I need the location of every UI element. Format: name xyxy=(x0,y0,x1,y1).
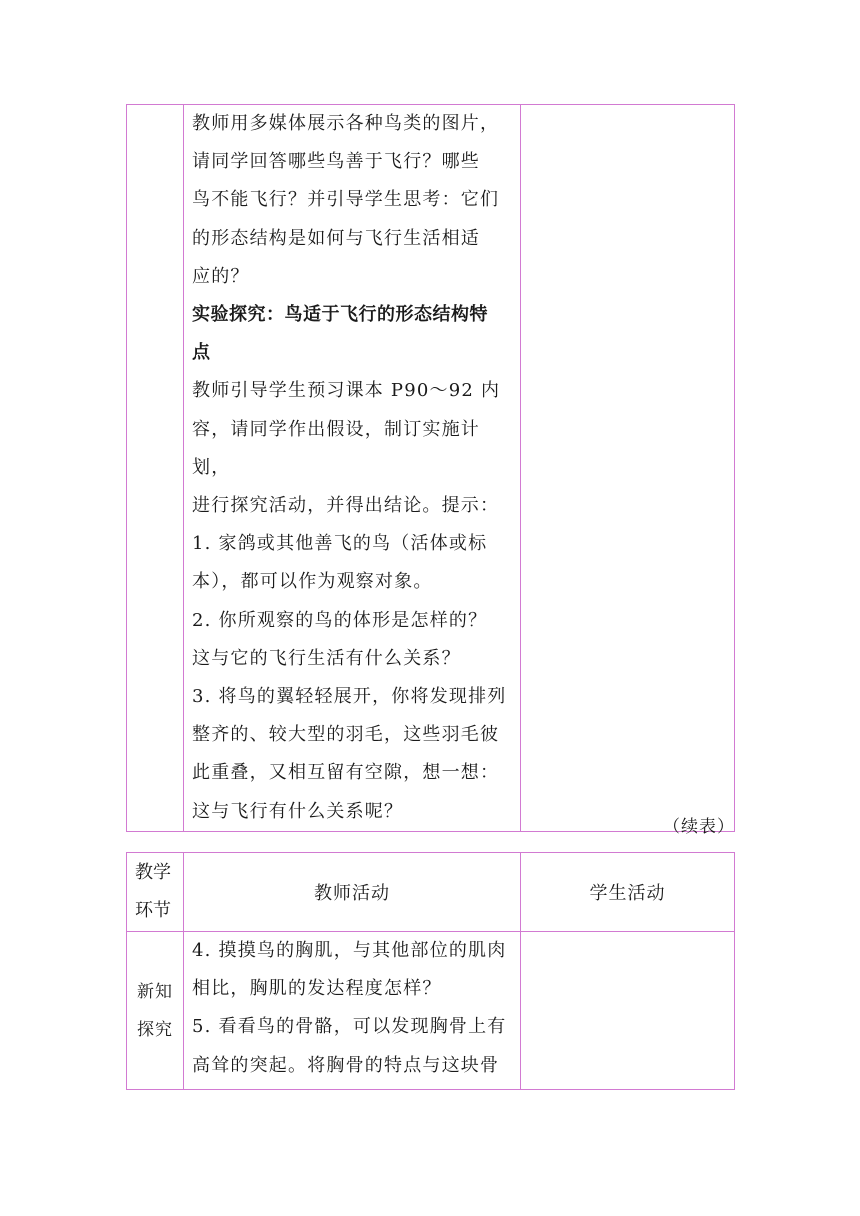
header-section-line: 教学 xyxy=(135,862,171,883)
text-line: 这与它的飞行生活有什么关系？ xyxy=(192,647,461,669)
experiment-heading-cont: 点 xyxy=(192,342,211,364)
section-cell xyxy=(127,105,184,832)
table-header-row xyxy=(127,853,735,932)
text-line: 鸟不能飞行？并引导学生思考：它们 xyxy=(192,189,500,211)
text-line: 2. 你所观察的鸟的体形是怎样的？ xyxy=(192,609,488,631)
text-line: 本），都可以作为观察对象。 xyxy=(192,571,433,593)
teacher-activity-text xyxy=(184,105,520,831)
text-line: 请同学回答哪些鸟善于飞行？哪些 xyxy=(192,151,480,173)
text-line: 教师引导学生预习课本 P90～92 内 xyxy=(192,380,501,402)
lesson-table-bottom xyxy=(126,852,735,1090)
text-line: 相比，胸肌的发达程度怎样？ xyxy=(192,978,442,1000)
text-line: 3. 将鸟的翼轻轻展开，你将发现排列 xyxy=(192,686,507,708)
text-line: 此重叠，又相互留有空隙，想一想： xyxy=(192,762,500,784)
text-line: 容，请同学作出假设，制订实施计划， xyxy=(192,418,480,478)
text-line: 4. 摸摸鸟的胸肌，与其他部位的肌肉 xyxy=(192,940,507,961)
text-line: 的形态结构是如何与飞行生活相适 xyxy=(192,227,480,249)
section-label-line: 新知 xyxy=(137,981,173,1002)
text-line: 1. 家鸽或其他善飞的鸟（活体或标 xyxy=(192,533,488,555)
continued-label: （续表） xyxy=(663,817,735,837)
student-activity-cell xyxy=(521,105,735,832)
header-section-line: 环节 xyxy=(135,900,171,921)
text-line: 进行探究活动，并得出结论。提示： xyxy=(192,495,500,517)
teacher-activity-cell xyxy=(184,105,521,832)
student-activity-cell xyxy=(521,932,735,1090)
header-teacher-activity: 教师活动 xyxy=(184,853,521,932)
text-line: 高耸的突起。将胸骨的特点与这块骨 xyxy=(192,1054,500,1076)
table-row xyxy=(127,932,735,1090)
header-student-activity: 学生活动 xyxy=(521,853,735,932)
text-line: 教师用多媒体展示各种鸟类的图片， xyxy=(192,113,500,134)
experiment-heading: 实验探究：鸟适于飞行的形态结构特 xyxy=(192,304,488,326)
teacher-activity-cell xyxy=(184,932,521,1090)
table-row xyxy=(127,105,735,832)
section-label-line: 探究 xyxy=(137,1019,173,1040)
text-line: 5. 看看鸟的骨骼，可以发现胸骨上有 xyxy=(192,1016,507,1038)
lesson-table-top xyxy=(126,104,735,832)
header-section xyxy=(127,853,184,932)
text-line: 这与飞行有什么关系呢？ xyxy=(192,800,404,822)
text-line: 整齐的、较大型的羽毛，这些羽毛彼 xyxy=(192,724,500,746)
teacher-activity-text xyxy=(184,932,520,1085)
text-line: 应的？ xyxy=(192,265,250,287)
section-label-cell xyxy=(127,932,184,1090)
